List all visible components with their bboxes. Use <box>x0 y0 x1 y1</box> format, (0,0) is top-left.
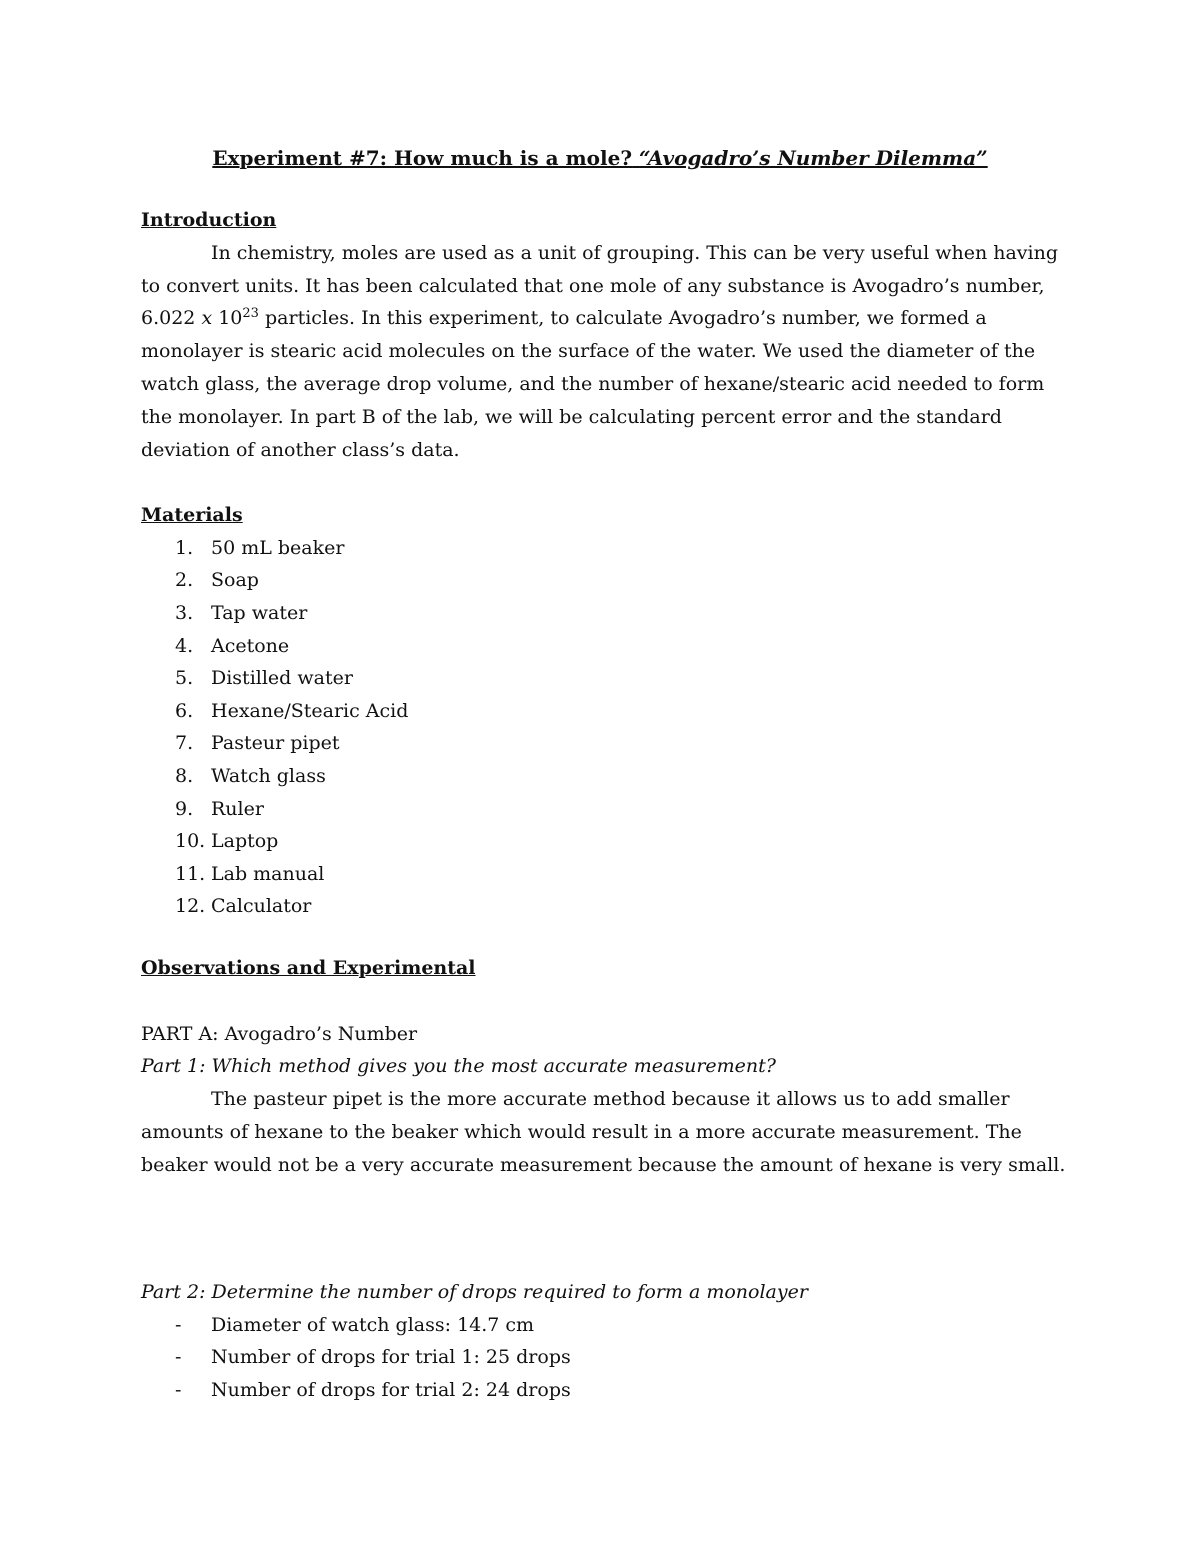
list-item <box>141 760 1071 793</box>
introduction-paragraph <box>141 237 1071 467</box>
document-title <box>0 142 1200 174</box>
part2-section <box>141 1276 1071 1407</box>
list-item <box>141 858 1071 891</box>
list-item-label: Diameter of watch glass: 14.7 cm <box>211 1313 535 1336</box>
list-item-label: Hexane/Stearic Acid <box>211 699 409 722</box>
list-number: 8. <box>175 764 194 787</box>
list-item <box>141 564 1071 597</box>
part-a-title: PART A: Avogadro’s Number <box>141 1022 418 1045</box>
list-item <box>141 695 1071 728</box>
list-item-label: Acetone <box>211 634 290 657</box>
list-item <box>141 1374 1071 1407</box>
list-number: 1. <box>175 536 194 559</box>
dash-bullet: - <box>175 1313 182 1336</box>
list-item <box>141 890 1071 923</box>
list-item <box>141 727 1071 760</box>
list-item-label: Ruler <box>211 797 264 820</box>
intro-text-after: particles. In this experiment, to calculate Avogadro’s number, we formed a monolayer is stearic acid molecules on the surface of the water. We used the diameter of the watch glass, the average drop volume, and the number of hexane/stearic acid needed to form the monolayer. In part B of the lab, we will be calculating percent error and the standard deviation of another class’s data. <box>141 307 1045 461</box>
list-item-label: Calculator <box>211 895 312 918</box>
intro-exponent: 23 <box>242 306 259 322</box>
part2-question: Part 2: Determine the number of drops required to form a monolayer <box>141 1281 808 1303</box>
list-item <box>141 793 1071 826</box>
part1-answer: The pasteur pipet is the more accurate method because it allows us to add smaller amounts of hexane to the beaker which would result in a more accurate measurement. The beaker would not be a very accurate measurement because the amount of hexane is very small. <box>141 1088 1066 1176</box>
list-item <box>141 1341 1071 1374</box>
list-item <box>141 532 1071 565</box>
part1-question: Part 1: Which method gives you the most accurate measurement? <box>141 1055 776 1078</box>
title-plain: Experiment #7: How much is a mole? <box>212 146 633 170</box>
list-number: 7. <box>175 732 194 755</box>
list-item <box>141 1309 1071 1342</box>
list-number: 9. <box>175 797 194 820</box>
list-item-label: Soap <box>211 569 259 592</box>
list-item <box>141 597 1071 630</box>
materials-section <box>141 499 1071 923</box>
part2-list <box>141 1309 1071 1407</box>
dash-bullet: - <box>175 1378 182 1401</box>
materials-heading: Materials <box>141 504 243 526</box>
dash-bullet: - <box>175 1346 182 1369</box>
list-item-label: Lab manual <box>211 862 325 885</box>
list-item-label: Watch glass <box>211 764 326 787</box>
intro-text-before: In chemistry, moles are used as a unit of grouping. This can be very useful when having to convert units. It has been calculated that one mole of any substance is Avogadro’s number, 6.022 <box>141 241 1059 330</box>
list-item <box>141 630 1071 663</box>
list-number: 10. <box>175 830 206 853</box>
list-item-label: Number of drops for trial 1: 25 drops <box>211 1346 571 1369</box>
intro-base: 10 <box>218 307 243 330</box>
list-item-label: Distilled water <box>211 667 353 690</box>
list-item <box>141 662 1071 695</box>
title-italic: “Avogadro’s Number Dilemma” <box>639 146 988 170</box>
list-number: 3. <box>175 601 194 624</box>
list-number: 2. <box>175 569 194 592</box>
list-number: 11. <box>175 862 206 885</box>
observations-heading: Observations and Experimental <box>141 957 476 979</box>
observations-section <box>141 952 1071 1182</box>
introduction-section <box>141 204 1071 466</box>
list-item-label: Tap water <box>211 601 308 624</box>
list-number: 5. <box>175 667 194 690</box>
list-number: 6. <box>175 699 194 722</box>
list-number: 12. <box>175 895 206 918</box>
list-number: 4. <box>175 634 194 657</box>
list-item-label: Laptop <box>211 830 279 853</box>
list-item-label: 50 mL beaker <box>211 536 345 559</box>
list-item-label: Number of drops for trial 2: 24 drops <box>211 1378 571 1401</box>
list-item-label: Pasteur pipet <box>211 732 340 755</box>
materials-list <box>141 532 1071 923</box>
spacer <box>141 985 1071 1018</box>
intro-times: x <box>201 307 213 330</box>
introduction-heading: Introduction <box>141 209 277 231</box>
list-item <box>141 825 1071 858</box>
